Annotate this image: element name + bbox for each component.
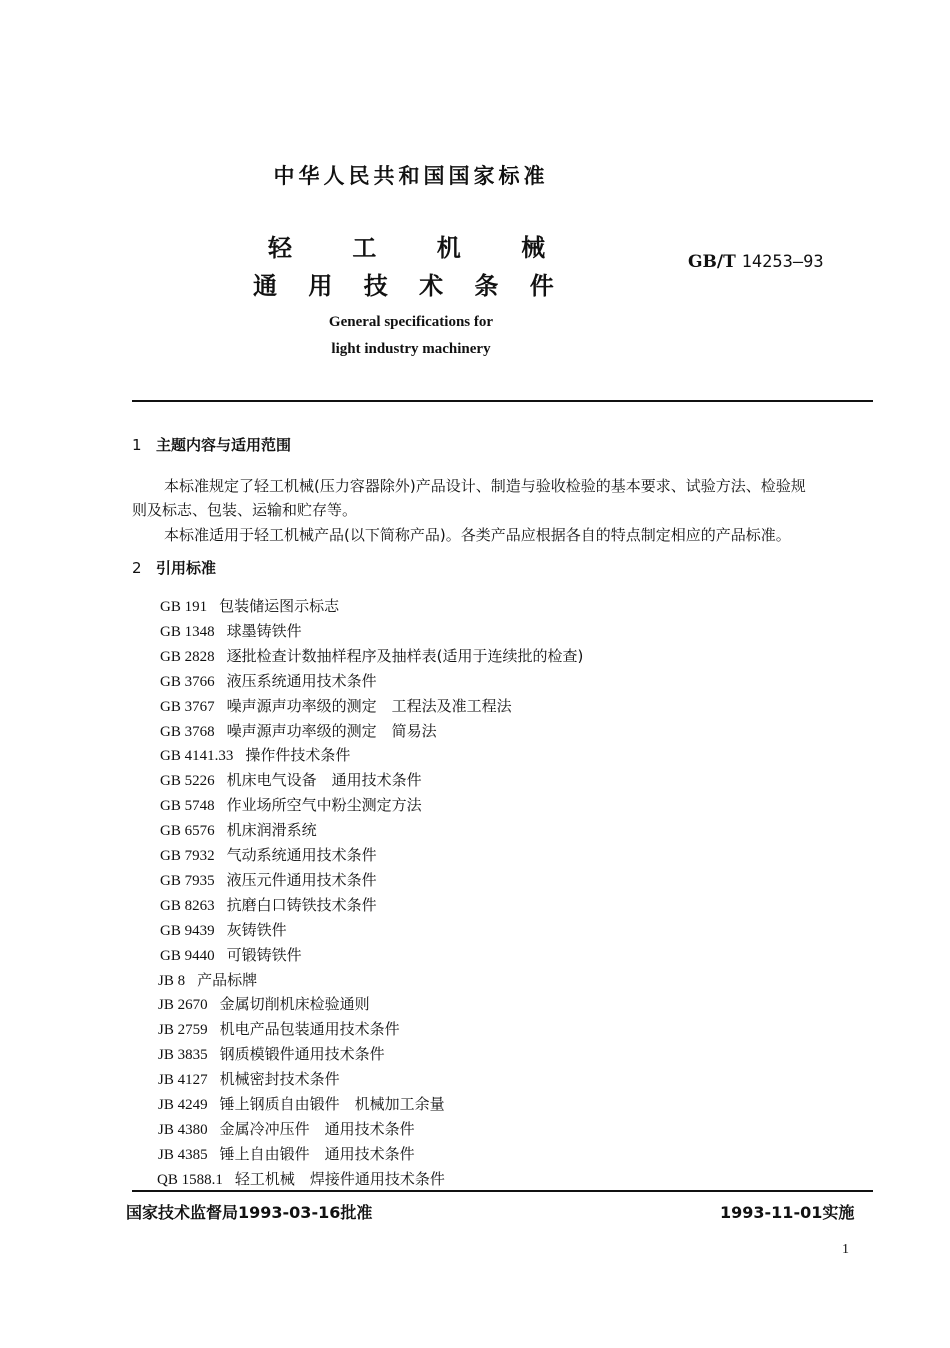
bottom-divider xyxy=(132,1190,873,1192)
reference-title: 噪声源声功率级的测定 简易法 xyxy=(226,721,437,740)
reference-item xyxy=(160,744,350,765)
reference-item xyxy=(160,695,512,716)
reference-code: GB 191 xyxy=(160,599,208,615)
reference-title: 灰铸铁件 xyxy=(226,920,287,939)
reference-item xyxy=(158,993,370,1014)
reference-item xyxy=(160,670,377,691)
approval-info: 国家技术监督局1993-03-16批准 xyxy=(126,1203,373,1222)
reference-title: 作业场所空气中粉尘测定方法 xyxy=(226,796,422,815)
reference-title: 噪声源声功率级的测定 工程法及准工程法 xyxy=(226,696,512,715)
reference-item xyxy=(160,620,302,641)
section-number: 1 xyxy=(132,436,142,454)
reference-title: 机械密封技术条件 xyxy=(219,1070,340,1089)
reference-title: 机电产品包装通用技术条件 xyxy=(219,1020,400,1039)
standard-number xyxy=(688,252,824,272)
implementation-date: 1993-11-01实施 xyxy=(720,1203,855,1222)
reference-item xyxy=(160,944,302,965)
reference-title: 包装储运图示标志 xyxy=(219,597,340,615)
reference-title: 机床电气设备 通用技术条件 xyxy=(226,771,422,790)
section-title: 主题内容与适用范围 xyxy=(156,436,292,454)
title-line-2: 通 用 技 术 条 件 xyxy=(253,272,554,300)
reference-title: 机床润滑系统 xyxy=(226,821,317,840)
reference-code: GB 9439 xyxy=(160,922,215,939)
reference-code: JB 2670 xyxy=(158,997,208,1014)
reference-item xyxy=(160,769,422,790)
reference-item xyxy=(158,1143,415,1164)
reference-title: 产品标牌 xyxy=(197,970,258,989)
reference-code: GB 3766 xyxy=(160,673,215,690)
standard-prefix: GB/T xyxy=(688,252,736,272)
reference-title: 轻工机械 焊接件通用技术条件 xyxy=(234,1169,445,1188)
section-1-para-1-line-2: 则及标志、包装、运输和贮存等。 xyxy=(132,501,358,519)
reference-code: QB 1588.1 xyxy=(157,1171,223,1188)
reference-code: GB 3768 xyxy=(160,723,215,740)
reference-title: 可锻铸铁件 xyxy=(226,945,302,964)
reference-code: JB 4380 xyxy=(158,1121,208,1138)
page-number: 1 xyxy=(842,1242,849,1257)
national-standard-heading: 中华人民共和国国家标准 xyxy=(273,164,549,188)
reference-title: 锤上钢质自由锻件 机械加工余量 xyxy=(219,1095,445,1113)
reference-code: GB 7932 xyxy=(160,848,215,864)
reference-title: 抗磨白口铸铁技术条件 xyxy=(226,895,377,914)
reference-title: 锤上自由锻件 通用技术条件 xyxy=(219,1144,415,1163)
reference-item xyxy=(160,894,377,915)
reference-item xyxy=(157,1168,445,1189)
reference-item xyxy=(160,645,583,666)
reference-code: GB 4141.33 xyxy=(160,748,234,765)
reference-code: GB 7935 xyxy=(160,872,215,889)
reference-title: 金属冷冲压件 通用技术条件 xyxy=(219,1119,415,1138)
reference-item xyxy=(158,1093,445,1114)
reference-item xyxy=(158,1118,415,1139)
english-title-line-1: General specifications for xyxy=(328,314,494,330)
reference-code: GB 1348 xyxy=(160,623,215,640)
reference-code: GB 2828 xyxy=(160,648,215,665)
reference-title: 液压系统通用技术条件 xyxy=(226,671,377,690)
reference-code: GB 5748 xyxy=(160,798,215,815)
reference-item xyxy=(160,794,422,815)
standard-code: 14253—93 xyxy=(741,252,824,272)
reference-item xyxy=(158,1068,340,1089)
reference-code: JB 4385 xyxy=(158,1146,208,1163)
reference-title: 钢质模锻件通用技术条件 xyxy=(219,1045,385,1064)
reference-item xyxy=(158,1043,385,1064)
reference-code: JB 3835 xyxy=(158,1047,208,1064)
reference-code: GB 5226 xyxy=(160,773,215,790)
reference-code: JB 2759 xyxy=(158,1022,208,1039)
section-1-heading xyxy=(132,434,291,455)
section-1-para-2: 本标准适用于轻工机械产品(以下简称产品)。各类产品应根据各自的特点制定相应的产品标准。 xyxy=(164,526,791,544)
reference-title: 气动系统通用技术条件 xyxy=(226,846,377,864)
reference-code: GB 9440 xyxy=(160,947,215,964)
reference-item xyxy=(158,969,257,990)
reference-title: 金属切削机床检验通则 xyxy=(219,995,370,1014)
english-title-line-2: light industry machinery xyxy=(331,341,491,357)
reference-item xyxy=(160,869,377,890)
reference-item xyxy=(160,595,339,616)
section-number: 2 xyxy=(132,559,142,577)
top-divider xyxy=(132,400,873,402)
reference-code: JB 4249 xyxy=(158,1097,208,1113)
reference-item xyxy=(160,819,317,840)
section-title: 引用标准 xyxy=(156,559,217,577)
reference-item xyxy=(160,720,437,741)
reference-code: GB 3767 xyxy=(160,698,215,715)
reference-item xyxy=(160,844,377,865)
reference-code: GB 8263 xyxy=(160,897,215,914)
reference-code: GB 6576 xyxy=(160,823,215,840)
reference-title: 球墨铸铁件 xyxy=(226,621,302,640)
reference-title: 液压元件通用技术条件 xyxy=(226,870,377,889)
section-2-heading xyxy=(132,557,216,578)
reference-title: 操作件技术条件 xyxy=(245,746,351,765)
reference-title: 逐批检查计数抽样程序及抽样表(适用于连续批的检查) xyxy=(226,646,584,665)
reference-code: JB 8 xyxy=(158,972,186,989)
reference-item xyxy=(158,1018,400,1039)
reference-code: JB 4127 xyxy=(158,1072,208,1089)
title-line-1: 轻 工 机 械 xyxy=(268,234,546,262)
section-1-para-1-line-1: 本标准规定了轻工机械(压力容器除外)产品设计、制造与验收检验的基本要求、试验方法、检验规 xyxy=(164,477,806,495)
reference-item xyxy=(160,919,287,940)
